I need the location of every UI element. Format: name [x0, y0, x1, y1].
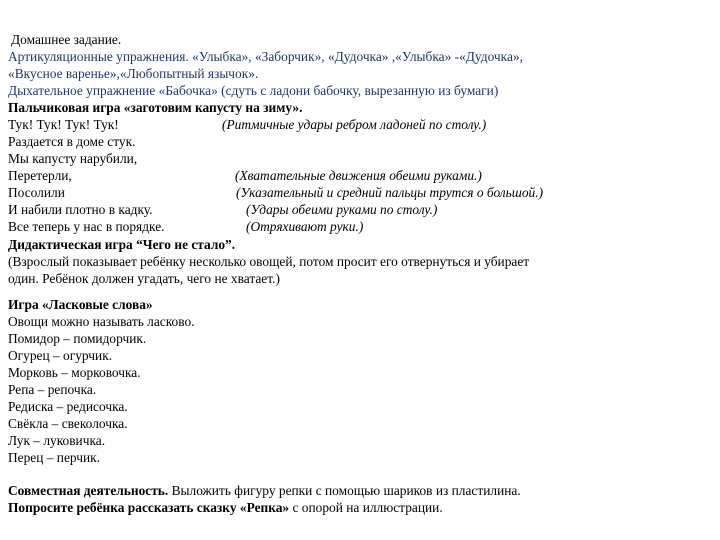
- didactic-game-line-2: один. Ребёнок должен угадать, чего не хватает.): [8, 271, 280, 286]
- articulation-text: Артикуляционные упражнения. «Улыбка», «Заборчик», «Дудочка» ,«Улыбка» -«Дудочка»,: [8, 49, 523, 64]
- list-item: Свёкла – свеколочка.: [8, 416, 128, 431]
- affection-game-intro: Овощи можно называть ласково.: [8, 314, 195, 329]
- finger-game-row-7-action: (Отряхивают руки.): [246, 219, 364, 234]
- joint-activity-text: Выложить фигуру репки с помощью шариков из пластилина.: [168, 483, 521, 498]
- list-item: Помидор – помидорчик.: [8, 331, 147, 346]
- finger-game-row-2-text: Раздается в доме стук.: [8, 134, 136, 149]
- joint-activity-label: Совместная деятельность.: [8, 483, 169, 498]
- finger-game-row-5-action: (Указательный и средний пальцы трутся о большой.): [236, 185, 544, 200]
- joint-activity-paragraph: [8, 482, 521, 499]
- finger-game-heading: Пальчиковая игра «заготовим капусту на зиму».: [8, 100, 303, 115]
- finger-game-row-5-text: Посолили: [8, 185, 65, 200]
- didactic-game-line-1: (Взрослый показывает ребёнку несколько овощей, потом просит его отвернуться и убирает: [8, 254, 530, 269]
- fairy-tale-text: с опорой на иллюстрации.: [289, 500, 443, 515]
- list-item: Морковь – морковочка.: [8, 365, 141, 380]
- finger-game-row-4-text: Перетерли,: [8, 168, 72, 183]
- articulation-line-2: «Вкусное варенье»,«Любопытный язычок».: [8, 66, 259, 81]
- finger-game-row-7-text: Все теперь у нас в порядке.: [8, 219, 165, 234]
- list-item: Огурец – огурчик.: [8, 348, 113, 363]
- fairy-tale-paragraph: [8, 499, 443, 516]
- finger-game-row-1-action: (Ритмичные удары ребром ладоней по столу.): [222, 117, 487, 132]
- finger-game-row-6-action: (Удары обеими руками по столу.): [246, 202, 438, 217]
- page-title: Домашнее задание.: [11, 32, 122, 47]
- list-item: Перец – перчик.: [8, 450, 101, 465]
- finger-game-row-1-text: Тук! Тук! Тук! Тук!: [8, 117, 119, 132]
- finger-game-row-6-text: И набили плотно в кадку.: [8, 202, 153, 217]
- breathing-exercise: Дыхательное упражнение «Бабочка» (сдуть с ладони бабочку, вырезанную из бумаги): [8, 83, 499, 98]
- list-item: Репа – репочка.: [8, 382, 97, 397]
- list-item: Редиска – редисочка.: [8, 399, 128, 414]
- affection-game-heading: Игра «Ласковые слова»: [8, 297, 153, 312]
- fairy-tale-label: Попросите ребёнка рассказать сказку «Репка»: [8, 500, 290, 515]
- finger-game-row-3-text: Мы капусту нарубили,: [8, 151, 138, 166]
- didactic-game-heading: Дидактическая игра “Чего не стало”.: [8, 237, 236, 252]
- list-item: Лук – луковичка.: [8, 433, 106, 448]
- finger-game-row-4-action: (Хватательные движения обеими руками.): [235, 168, 482, 183]
- articulation-line-1: [8, 48, 523, 65]
